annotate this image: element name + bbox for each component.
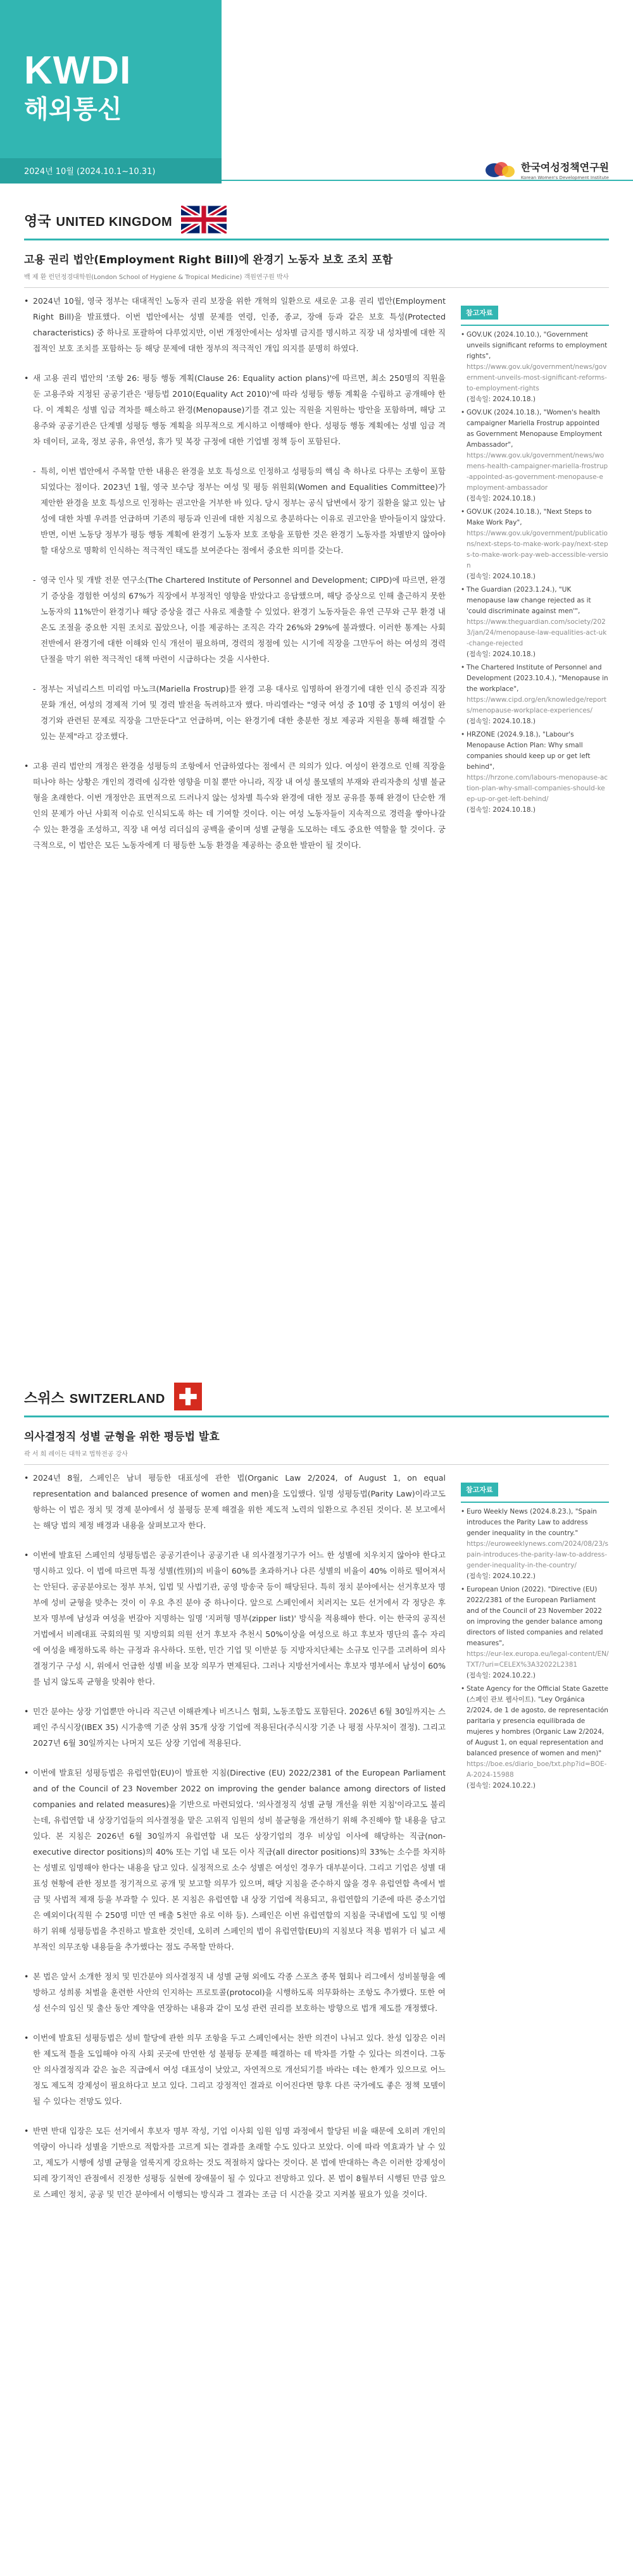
reference-item	[461, 730, 609, 816]
reference-link[interactable]: https://boe.es/diario_boe/txt.php?id=BOE-A-2024-15988	[467, 1760, 607, 1779]
references-panel	[461, 1470, 609, 2216]
article-paragraph: • 2024년 8월, 스페인은 남녀 평등한 대표성에 관한 법(Organic Law 2/2024, of August 1, on equal representation and balanced presence of women and men)을 도입했다. 일명 성평등법(Parity Law)이라고도 항하는 이 법은 정치 및 경제 분야에서 성 불평등 문제 해결을 위한 제도적 노력의 일환으로 추진된 것이다. 본 보고에서는 해당 법의 제정 배경과 내용을 살펴보고자 한다.	[24, 1470, 446, 1533]
section-header	[24, 202, 609, 240]
reference-title: Euro Weekly News (2024.8.23.), "Spain introduces the Parity Law to address gender inequality in the country."	[467, 1508, 597, 1537]
article-paragraph: • 이번에 발효된 성평등법은 성비 할당에 관한 의무 조항을 두고 스페인에서는 찬반 의견이 나뉘고 있다. 찬성 입장은 이러한 제도적 틀을 도입해야 아직 사회 곳곳에 만연한 성 불평등 문제를 해결하는 데 박차를 가할 수 있다는 의견이다. 그동안 의사결정직과 같은 높은 직급에서 여성 대표성이 낮았고, 자연적으로 개선되기를 바라는 데는 한계가 있으므로 어느 정도 제도적 강제성이 필요하다고 보고 있다. 그리고 강정적인 결과로 이어진다면 향후 다른 국가에도 좋은 정책 모델이 될 수 있다는 전망도 있다.	[24, 2030, 446, 2109]
references-label: 참고자료	[461, 306, 498, 320]
reference-link[interactable]: https://www.gov.uk/government/publications/next-steps-to-make-work-pay/next-steps-to-make-work-pay-web-accessible-version	[467, 530, 608, 569]
reference-link[interactable]: https://www.theguardian.com/society/2023/jan/24/menopause-law-equalities-act-uk-change-rejected	[467, 618, 607, 647]
references-list	[461, 325, 609, 816]
brand-title: KWDI	[24, 49, 132, 92]
references-panel	[461, 293, 609, 867]
reference-access-date: (접속일: 2024.10.22.)	[467, 1572, 536, 1580]
section-country: 영국 UNITED KINGDOM	[24, 214, 173, 230]
page-header	[0, 0, 633, 158]
article-paragraph: - 영국 인사 및 개발 전문 연구소(The Chartered Institute of Personnel and Development; CIPD)에 따르면, 완경기 증상을 경험한 여성의 67%가 직장에서 부정적인 영향을 받았다고 응답했으며, 해당 증상으로 인해 출근하지 못한 노동자의 11%만이 완경기나 해당 증상을 결근 사유로 제출할 수 있었다. 완경기 노동자들은 유연 근무와 근무 환경 내 온도 조절을 중요한 지원 조치로 꼽았으나, 이를 제공하는 조직은 각각 26%와 29%에 불과했다. 이러한 통계는 사회 전반에서 완경기에 대한 이해와 인식 개선이 필요하며, 경력의 정점에 있는 시기에 직장을 그만두어 하는 여성의 경력 단절을 막기 위한 적극적인 대책 마련이 시급하다는 것을 시사한다.	[24, 572, 446, 667]
reference-access-date: (접속일: 2024.10.22.)	[467, 1782, 536, 1789]
section-country: 스위스 SWITZERLAND	[24, 1391, 165, 1407]
reference-item	[461, 507, 609, 582]
article-paragraph: • 민간 분야는 상장 기업뿐만 아니라 직근년 이해관계나 비즈니스 협회, 노동조합도 포함된다. 2026년 6월 30일까지는 스페인 주식시장(IBEX 35) 시가총액 기준 상위 35개 상장 기업에 적용된다(주식시장 기준 나 평점 사무처이 결정). 그리고 2027년 6월 30일까지는 나머지 모든 상장 기업에 적용된다.	[24, 1703, 446, 1751]
reference-title: GOV.UK (2024.10.10.), "Government unveils significant reforms to employment rights",	[467, 331, 608, 360]
reference-item	[461, 663, 609, 727]
reference-item	[461, 585, 609, 660]
reference-access-date: (접속일: 2024.10.18.)	[467, 395, 536, 403]
article-paragraph: • 이번에 발효된 성평등법은 유럽연합(EU)이 발표한 지침(Directive (EU) 2022/2381 of the European Parliament and of the Council of 23 November 2022 on improving the gender balance among directors of listed companies and related measures)을 기반으로 마련되었다. '의사결정직 성별 균형 개선을 위한 지침'이라고도 불리는데, 유럽연합 내 상장기업들의 의사결정을 맡은 고위직 임원의 성비 불균형을 개선하기 위해 추진해야 할 내용을 담고 있다. 본 지침은 2026년 6월 30일까지 유럽연합 내 모든 상장기업의 경우 비상임 이사에 해당하는 직급(non-executive director positions)의 40% 또는 기업 내 모든 이사 직급(all director positions)의 33%는 소수를 차지하는 성별로 임명해야 한다는 내용을 담고 있다. 실정적으로 소수 성별은 여성인 경우가 대부분이다. 그리고 기업은 성별 대표성 현황에 관한 정보를 정기적으로 공개 및 보고할 의무가 있으며, 해당 지침을 준수하지 않을 경우 유럽연합 측에서 벌금 및 사법적 제재 등을 부과할 수 있다. 본 지침은 유럽연합 내 상장 기업에 적용되고, 유럽연합의 기준에 따른 중소기업은 예외이다(직원 수 250명 미만 연 매출 5천만 유로 이하 등). 스페인은 이번 유럽연합의 지침을 국내법에 도입 및 이행하기 위해 성평등법을 추진하고 발효한 것인데, 오히려 스페인의 법이 유럽연합(EU)의 지침보다 적용 범위가 더 넓고 세부적인 의무조항 내용들을 추가했다는 점도 주목할 만하다.	[24, 1765, 446, 1955]
article-body	[24, 1470, 446, 2216]
article-title: 의사결정직 성별 균형을 위한 평등법 발효	[24, 1431, 220, 1443]
article-paragraph: • 새 고용 권리 법안의 '조항 26: 평등 행동 계획(Clause 26: Equality action plans)'에 따르면, 최소 250명의 직원을 둔 고용주와 지정된 공공기관은 '평등법 2010(Equality Act 2010)'에 따라 성평등 행동 계획을 수립하고 공개해야 한다. 이 계획은 성별 임금 격차를 해소하고 완경(Menopause)기를 겪고 있는 직원을 지원하는 방안을 포함하며, 해당 고용주와 공공기관은 단계별 성평등 행동 계획을 의무적으로 게시하고 이행해야 한다. 성평등 행동 계획에는 성별 임금 격차 데이터, 교육, 정보 공유, 유연성, 휴가 및 복장 규정에 대한 기업별 정책 등이 포함된다.	[24, 370, 446, 449]
reference-access-date: (접속일: 2024.10.18.)	[467, 806, 536, 814]
references-list	[461, 1502, 609, 1791]
header-band	[0, 0, 222, 158]
reference-link[interactable]: https://hrzone.com/labours-menopause-action-plan-why-small-companies-should-keep-up-or-get-left-behind/	[467, 774, 608, 803]
reference-item	[461, 1684, 609, 1791]
reference-title: GOV.UK (2024.10.18.), "Next Steps to Make Work Pay",	[467, 508, 592, 526]
reference-title: European Union (2022). "Directive (EU) 2022/2381 of the European Parliament and of the Council of 23 November 2022 on improving the gender balance among directors of listed companies and related measures",	[467, 1586, 603, 1647]
kwdi-logo-icon	[486, 161, 516, 180]
reference-item	[461, 1584, 609, 1681]
article-paragraph: • 반면 반대 입장은 모든 선거에서 후보자 명부 작성, 기업 이사회 임원 임명 과정에서 할당된 비율 때문에 오히려 개인의 역량이 아니라 성별을 기반으로 적합자를 고르게 되는 결과를 초래할 수도 있다고 보았다. 이에 따라 역효과가 날 수 있고, 제도가 시행에 성별 균형을 얼룩지게 강요하는 것도 적절하지 않다는 것이다. 본 법에 반대하는 측은 이러한 강제성이 되레 장기적인 관점에서 진정한 성평등 실현에 장애물이 될 수 있다고 전망하고 있다. 본 법이 8월부터 시행된 만큼 앞으로 스페인 정치, 공공 및 민간 분야에서 이행되는 방식과 그 결과는 조금 더 시간을 갖고 지켜볼 필요가 있을 것이다.	[24, 2123, 446, 2202]
reference-access-date: (접속일: 2024.10.18.)	[467, 573, 536, 580]
kwdi-logo	[486, 159, 609, 180]
article-byline: 백 제 환 런던정경대학원(London School of Hygiene & Tropical Medicine) 객원연구원 박사	[24, 271, 609, 288]
reference-link[interactable]: https://www.gov.uk/government/news/government-unveils-most-significant-reforms-to-employment-rights	[467, 363, 607, 392]
article-paragraph: • 본 법은 앞서 소개한 정치 및 민간분야 의사결정직 내 성별 균형 외에도 각종 스포츠 종목 협회나 리그에서 성비불형을 예방하고 성희롱 처벌을 훈련한 사안의 인지하는 프로토콜(protocol)을 시행하도록 의무화하는 조항도 추가했다. 또한 여성 선수의 임신 및 출산 동안 계약을 연장하는 내용과 같이 모성 관련 권리를 보호하는 방향으로 법개 제도를 개정했다.	[24, 1969, 446, 2016]
section-header	[24, 1379, 609, 1417]
reference-link[interactable]: https://www.gov.uk/government/news/womens-health-campaigner-mariella-frostrup-appointed-as-government-menopause-employment-ambassador	[467, 452, 608, 492]
article-paragraph: - 특히, 이번 법안에서 주목할 만한 내용은 완경을 보호 특성으로 인정하고 성평등의 핵심 축 하나로 다루는 조항이 포함되었다는 점이다. 2023년 1월, 영국 보수당 정부는 여성 및 평등 위원회(Women and Equalities Committee)가 제안한 완경을 보호 특성으로 인정하는 권고안을 거부한 바 있다. 당시 정부는 공식 답변에서 장기 질환을 앓고 있는 남성에 대한 차별 우려를 언급하며 기존의 평등과 인권에 대한 지침으로 충분하다는 이유로 권고안을 받아들이지 않았다. 반면, 이번 노동당 정부가 평등 행동 계획에 완경기 노동자 보호 조항을 포함한 것은 완경기 노동자를 차별받지 않아야 할 대상으로 명확히 인식하는 적극적인 태도를 보여준다는 점에서 중요한 의미를 갖는다.	[24, 463, 446, 558]
page-title: 해외통신	[24, 95, 122, 124]
reference-item	[461, 330, 609, 405]
issue-date: 2024년 10월 (2024.10.1~10.31)	[0, 158, 222, 184]
reference-title: The Guardian (2023.1.24.), "UK menopause law change rejected as it 'could discriminate against men'",	[467, 586, 591, 615]
reference-link[interactable]: https://eur-lex.europa.eu/legal-content/EN/TXT/?uri=CELEX%3A32022L2381	[467, 1650, 609, 1669]
reference-title: The Chartered Institute of Personnel and Development (2023.10.4.), "Menopause in the workplace",	[467, 664, 608, 693]
uk-flag-icon	[181, 206, 227, 236]
reference-access-date: (접속일: 2024.10.18.)	[467, 718, 536, 725]
reference-link[interactable]: https://www.cipd.org/en/knowledge/reports/menopause-workplace-experiences/	[467, 696, 607, 714]
reference-title: State Agency for the Official State Gazette (스페인 관보 웹사이트). "Ley Orgánica 2/2024, de 1 de agosto, de representación paritaria y presencia equilibrada de mujeres y hombres (Organic Law 2/2024, of August 1, on equal representation and balanced presence of women and men)"	[467, 1685, 608, 1757]
article-paragraph: • 2024년 10월, 영국 정부는 대대적인 노동자 권리 보장을 위한 개혁의 일환으로 새로운 고용 권리 법안(Employment Right Bill)을 발표했다. 이번 법안에서는 성별 문제를 연령, 인종, 종교, 장애 등과 같은 보호 특성(Protected characteristics) 중 하나로 포괄하여 다루었지만, 이번 개정안에서는 성차별 금지를 명시하고 직장 내 성차별에 대한 직접적인 보호 조치를 포함하는 등 해당 문제에 대한 정부의 적극적인 개입 의지를 분명히 하였다.	[24, 293, 446, 356]
switzerland-section	[24, 1379, 609, 2216]
reference-item	[461, 1507, 609, 1582]
uk-section	[24, 202, 609, 867]
reference-access-date: (접속일: 2024.10.18.)	[467, 495, 536, 502]
reference-access-date: (접속일: 2024.10.18.)	[467, 650, 536, 658]
article-paragraph: • 고용 권리 법안의 개정은 완경을 성평등의 조항에서 언급하였다는 점에서 큰 의의가 있다. 여성이 완경으로 인해 직장을 떠나야 하는 상황은 개인의 경력에 심각한 영향을 미칠 뿐만 아니라, 직장 내 여성 롤모델의 부재와 관리자층의 성별 불균형을 초래한다. 이번 개정안은 표면적으로 드러나지 않는 성차별 특수와 완경에 대한 정보 공유를 통해 완경이 단순한 개인의 문제가 아닌 사회적 이슈로 인식되도록 하는 데 기여할 것이다. 이는 여성 노동자들이 지속적으로 경력을 쌓아나갈 수 있는 환경을 조성하고, 직장 내 여성 리더십의 공백을 줄이며 성별 균형을 도모하는 데도 중요한 역할을 할 것이다. 궁극적으로, 이 법안은 모든 노동자에게 더 평등한 노동 환경을 제공하는 중요한 발판이 될 것이다.	[24, 758, 446, 853]
swiss-flag-icon	[174, 1383, 202, 1413]
logo-text-ko: 한국여성정책연구원	[520, 161, 609, 173]
article-paragraph: • 이번에 발효된 스페인의 성평등법은 공공기관이나 공공기관 내 의사결정기구가 어느 한 성별에 치우치지 않아야 한다고 명시하고 있다. 이 법에 따르면 특정 성별(性別)의 비율이 60%를 초과하거나 다른 성별의 비율이 40% 이하로 떨어져서는 안된다. 공공분야로는 정부 부처, 입법 및 사법기관, 공영 방송국 등이 해당된다. 특히 정치 분야에서는 선거후보자 명부에 성비 균형을 맞추는 것이 이 우요 추진 분야 중 하나이다. 앞으로 스페인에서 치러지는 모든 선거에서 각 정당은 후보자 명부에 남성과 여성을 번갈아 지명하는 일명 '지퍼형 명부(zipper list)' 방식을 적용해야 한다. 이는 한국의 공직선거법에서 비례대표 국회의원 및 지방의회 의원 선거 후보자 추천시 50%이상을 여성으로 하고 후보자 명단의 홀수 자리에 여성을 배정하도록 하는 규정과 유사하다. 또한, 민간 기업 및 이반분 등 지방자치단체는 소규모 인구를 고려하여 의사결정기구 구성 시, 위에서 언급한 성별 비율 보장 의무가 면제된다. 그러나 지방선거에서는 후보자 명부에서 남성이 60%를 넘지 않도록 균형을 맞춰야 한다.	[24, 1547, 446, 1689]
references-label: 참고자료	[461, 1483, 498, 1496]
article-title: 고용 권리 법안(Employment Right Bill)에 완경기 노동자 보호 조치 포함	[24, 254, 393, 266]
article-body	[24, 293, 446, 867]
logo-text-en: Korean Women's Development Institute	[520, 175, 609, 180]
reference-link[interactable]: https://euroweeklynews.com/2024/08/23/spain-introduces-the-parity-law-to-address-gender-inequality-in-the-country/	[467, 1540, 608, 1569]
reference-item	[461, 408, 609, 504]
article-byline: 곽 서 희 레이든 대학교 법학전공 강사	[24, 1448, 609, 1465]
reference-title: GOV.UK (2024.10.18.), "Women's health campaigner Mariella Frostrup appointed as Government Menopause Employment Ambassador",	[467, 409, 603, 449]
reference-title: HRZONE (2024.9.18.), "Labour's Menopause Action Plan: Why small companies should keep up or get left behind",	[467, 731, 591, 771]
reference-access-date: (접속일: 2024.10.22.)	[467, 1672, 536, 1679]
article-paragraph: - 정부는 저널리스트 미리엄 마노크(Mariella Frostrup)를 완경 고용 대사로 임명하여 완경기에 대한 인식 증진과 직장문화 개선, 여성의 경제적 기여 및 경력 발전을 독려하고자 했다. 마리엘라는 "영국 여성 중 10명 중 1명의 여성이 완경기와 관련된 문제로 직장을 그만둔다"고 언급하며, 이는 완경기에 대한 충분한 정보 제공과 지원을 통해 해결할 수 있는 문제"라고 강조했다.	[24, 681, 446, 744]
